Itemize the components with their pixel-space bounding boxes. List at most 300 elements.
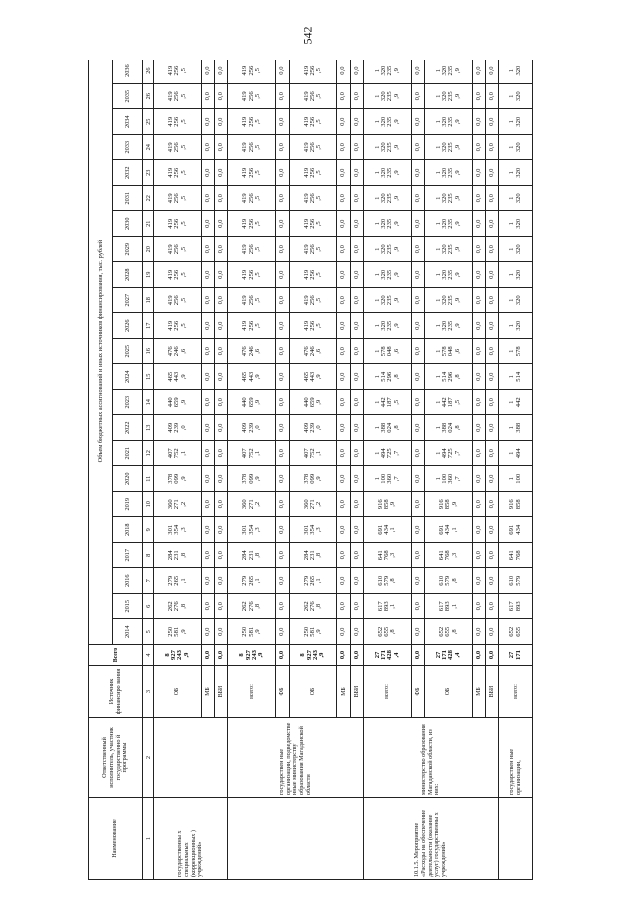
row-value: 0,0 xyxy=(201,186,214,212)
row-value: 1 320 235 ,9 xyxy=(363,109,411,135)
row-value: 419 256 ,5 xyxy=(228,288,276,314)
row-value: 279 265 ,1 xyxy=(228,568,276,594)
row-value: 465 443 ,9 xyxy=(154,364,202,390)
row-value: 419 256 ,5 xyxy=(228,160,276,186)
row-source: МБ xyxy=(337,666,350,718)
row-source: МБ xyxy=(201,666,214,718)
row-value: 0,0 xyxy=(411,109,424,135)
row-source: ОБ xyxy=(289,666,337,718)
row-value: 0,0 xyxy=(350,237,363,263)
year-header: 2019 xyxy=(113,492,143,518)
row-value: 419 256 ,5 xyxy=(228,237,276,263)
row-value: 378 099 ,9 xyxy=(289,466,337,492)
row-value: 0,0 xyxy=(201,237,214,263)
row-value: 284 231 ,8 xyxy=(228,543,276,569)
row-value: 0,0 xyxy=(215,313,228,339)
row-value: 0,0 xyxy=(276,568,289,594)
row-value: 1 320 xyxy=(499,160,533,186)
row-value: 1 388 024 ,8 xyxy=(363,415,411,441)
year-header: 2023 xyxy=(113,390,143,416)
column-number: 3 xyxy=(143,666,154,718)
row-value: 360 271 ,2 xyxy=(289,492,337,518)
row-value: 0,0 xyxy=(215,466,228,492)
row-source: ВБИ xyxy=(350,666,363,718)
row-value: 1 442 187 ,5 xyxy=(363,390,411,416)
row-value: 419 256 ,5 xyxy=(228,109,276,135)
year-header: 2026 xyxy=(113,313,143,339)
row-value: 0,0 xyxy=(411,160,424,186)
row-value: 0,0 xyxy=(276,390,289,416)
row-value: 0,0 xyxy=(350,211,363,237)
row-value: 0,0 xyxy=(337,109,350,135)
header-executor: Ответственный исполнитель, участник государственно й программы xyxy=(89,718,143,798)
row-value: 0,0 xyxy=(276,60,289,84)
column-number: 11 xyxy=(143,466,154,492)
row-value: 0,0 xyxy=(472,441,485,467)
row-value: 284 231 ,8 xyxy=(154,543,202,569)
row-value: 0,0 xyxy=(215,568,228,594)
row-value: 916 858 ,9 xyxy=(425,492,473,518)
row-value: 1 442 xyxy=(499,390,533,416)
row-value: 0,0 xyxy=(215,60,228,84)
row-value: 0,0 xyxy=(276,543,289,569)
row-value: 0,0 xyxy=(201,568,214,594)
year-header: 2033 xyxy=(113,135,143,161)
row-value: 1 320 235 ,9 xyxy=(363,237,411,263)
row-value: 0,0 xyxy=(472,262,485,288)
row-value: 0,0 xyxy=(276,186,289,212)
row-value: 617 893 ,1 xyxy=(363,594,411,620)
row-value: 0,0 xyxy=(276,466,289,492)
row-value: 0,0 xyxy=(350,160,363,186)
year-header: 2034 xyxy=(113,109,143,135)
page-number: 542 xyxy=(300,26,315,44)
row-source: всего: xyxy=(363,666,411,718)
row-value: 0,0 xyxy=(486,364,499,390)
year-header: 2022 xyxy=(113,415,143,441)
row-value: 360 271 ,2 xyxy=(154,492,202,518)
row-value: 0,0 xyxy=(201,441,214,467)
row-value: 0,0 xyxy=(337,543,350,569)
column-number: 22 xyxy=(143,186,154,212)
row-value: 1 320 xyxy=(499,84,533,110)
row-value: 0,0 xyxy=(486,211,499,237)
row-value: 1 578 048 ,6 xyxy=(425,339,473,365)
row-total: 8 927 243 ,9 xyxy=(154,645,202,666)
row-value: 0,0 xyxy=(411,466,424,492)
row-value: 0,0 xyxy=(201,619,214,645)
row-value: 641 768 xyxy=(499,543,533,569)
row-value: 0,0 xyxy=(337,517,350,543)
table-row xyxy=(363,60,411,880)
row-value: 652 655 ,8 xyxy=(425,619,473,645)
row-value: 0,0 xyxy=(350,262,363,288)
row-value: 0,0 xyxy=(472,288,485,314)
row-value: 0,0 xyxy=(350,186,363,212)
row-value: 0,0 xyxy=(411,135,424,161)
row-value: 419 256 ,5 xyxy=(154,84,202,110)
row-value: 0,0 xyxy=(276,364,289,390)
row-source: ФБ xyxy=(411,666,424,718)
row-value: 0,0 xyxy=(337,211,350,237)
year-header: 2031 xyxy=(113,186,143,212)
row-value: 0,0 xyxy=(486,135,499,161)
row-source: МБ xyxy=(472,666,485,718)
row-name: 10.1.5. Мероприятие «Расходы на обеспечение деятельности (оказание услуг) государственны х учреждений» xyxy=(363,798,499,880)
row-value: 0,0 xyxy=(350,492,363,518)
row-value: 250 581 ,9 xyxy=(228,619,276,645)
row-value: 1 320 235 ,9 xyxy=(425,160,473,186)
year-header: 2028 xyxy=(113,262,143,288)
row-value: 1 320 235 ,9 xyxy=(363,186,411,212)
row-total: 8 927 243 ,9 xyxy=(289,645,337,666)
row-value: 0,0 xyxy=(337,390,350,416)
row-value: 284 231 ,8 xyxy=(289,543,337,569)
row-value: 1 320 235 ,9 xyxy=(425,60,473,84)
row-value: 1 494 725 ,7 xyxy=(363,441,411,467)
year-header: 2035 xyxy=(113,84,143,110)
row-source: ОБ xyxy=(154,666,202,718)
row-total: 8 927 243 ,9 xyxy=(228,645,276,666)
row-value: 419 256 ,5 xyxy=(289,186,337,212)
row-value: 419 256 ,5 xyxy=(154,135,202,161)
row-value: 419 256 ,5 xyxy=(154,160,202,186)
header-total: Всего xyxy=(89,645,143,666)
row-value: 0,0 xyxy=(201,543,214,569)
row-value: 360 271 ,2 xyxy=(228,492,276,518)
row-value: 0,0 xyxy=(472,492,485,518)
row-value: 1 320 235 ,9 xyxy=(425,211,473,237)
row-value: 0,0 xyxy=(411,313,424,339)
row-value: 0,0 xyxy=(350,135,363,161)
row-value: 0,0 xyxy=(350,441,363,467)
row-value: 0,0 xyxy=(411,262,424,288)
row-value: 0,0 xyxy=(337,160,350,186)
column-number: 9 xyxy=(143,517,154,543)
row-value: 610 579 ,8 xyxy=(425,568,473,594)
row-value: 0,0 xyxy=(337,415,350,441)
row-name: государственны х специальных (коррекционных ) учреждений» xyxy=(154,798,228,880)
year-header: 2014 xyxy=(113,619,143,645)
row-value: 641 768 ,3 xyxy=(363,543,411,569)
row-value: 0,0 xyxy=(201,313,214,339)
year-header: 2021 xyxy=(113,441,143,467)
row-value: 419 256 ,5 xyxy=(289,211,337,237)
row-value: 0,0 xyxy=(337,619,350,645)
row-value: 0,0 xyxy=(215,415,228,441)
row-value: 419 256 ,5 xyxy=(228,313,276,339)
row-value: 0,0 xyxy=(472,466,485,492)
row-value: 419 256 ,5 xyxy=(289,313,337,339)
row-value: 1 514 296 ,8 xyxy=(425,364,473,390)
row-value: 0,0 xyxy=(350,109,363,135)
row-value: 0,0 xyxy=(411,84,424,110)
row-value: 0,0 xyxy=(201,60,214,84)
row-value: 1 320 xyxy=(499,313,533,339)
row-value: 1 388 024 ,8 xyxy=(425,415,473,441)
row-name xyxy=(499,798,533,880)
row-value: 0,0 xyxy=(201,84,214,110)
row-value: 1 320 235 ,9 xyxy=(363,313,411,339)
row-value: 0,0 xyxy=(215,339,228,365)
column-number: 18 xyxy=(143,288,154,314)
row-value: 0,0 xyxy=(486,186,499,212)
row-value: 0,0 xyxy=(472,160,485,186)
row-value: 0,0 xyxy=(486,288,499,314)
row-value: 419 256 ,5 xyxy=(228,135,276,161)
row-value: 0,0 xyxy=(486,543,499,569)
row-source: ВБИ xyxy=(215,666,228,718)
row-value: 440 659 ,9 xyxy=(228,390,276,416)
row-value: 1 320 235 ,9 xyxy=(363,135,411,161)
row-value: 0,0 xyxy=(350,60,363,84)
row-value: 0,0 xyxy=(337,594,350,620)
row-value: 0,0 xyxy=(472,364,485,390)
row-value: 0,0 xyxy=(472,109,485,135)
row-value: 0,0 xyxy=(350,619,363,645)
row-value: 0,0 xyxy=(201,517,214,543)
row-value: 0,0 xyxy=(350,288,363,314)
row-value: 407 752 ,1 xyxy=(289,441,337,467)
row-value: 1 578 048 ,6 xyxy=(363,339,411,365)
column-number: 4 xyxy=(143,645,154,666)
row-value: 0,0 xyxy=(215,237,228,263)
column-number: 6 xyxy=(143,594,154,620)
row-value: 0,0 xyxy=(350,466,363,492)
row-value: 610 579 xyxy=(499,568,533,594)
row-value: 1 320 235 ,9 xyxy=(425,288,473,314)
row-value: 419 256 ,5 xyxy=(289,288,337,314)
row-value: 0,0 xyxy=(201,390,214,416)
row-value: 1 442 187 ,5 xyxy=(425,390,473,416)
row-value: 1 494 xyxy=(499,441,533,467)
row-value: 0,0 xyxy=(411,237,424,263)
row-value: 0,0 xyxy=(337,186,350,212)
row-name xyxy=(228,798,364,880)
row-value: 419 256 ,5 xyxy=(228,84,276,110)
row-value: 691 434 ,1 xyxy=(363,517,411,543)
row-value: 465 443 ,9 xyxy=(228,364,276,390)
row-total: 0,0 xyxy=(472,645,485,666)
row-value: 1 320 235 ,9 xyxy=(425,84,473,110)
row-value: 476 246 ,6 xyxy=(289,339,337,365)
row-value: 1 320 235 ,9 xyxy=(425,262,473,288)
row-value: 1 320 235 ,9 xyxy=(363,211,411,237)
row-value: 0,0 xyxy=(472,135,485,161)
row-value: 691 434 ,1 xyxy=(425,517,473,543)
row-value: 419 256 ,5 xyxy=(154,109,202,135)
row-value: 0,0 xyxy=(411,492,424,518)
row-value: 301 354 ,3 xyxy=(289,517,337,543)
year-header: 2016 xyxy=(113,568,143,594)
row-value: 1 320 xyxy=(499,60,533,84)
row-value: 0,0 xyxy=(276,492,289,518)
row-value: 0,0 xyxy=(215,364,228,390)
row-value: 916 858 ,9 xyxy=(363,492,411,518)
row-value: 0,0 xyxy=(411,619,424,645)
row-value: 0,0 xyxy=(486,619,499,645)
row-value: 0,0 xyxy=(215,84,228,110)
row-value: 409 239 ,0 xyxy=(228,415,276,441)
row-value: 0,0 xyxy=(472,594,485,620)
row-value: 0,0 xyxy=(350,313,363,339)
row-value: 0,0 xyxy=(472,619,485,645)
year-header: 2030 xyxy=(113,211,143,237)
row-value: 419 256 ,5 xyxy=(228,186,276,212)
year-header: 2029 xyxy=(113,237,143,263)
row-value: 1 320 235 ,9 xyxy=(363,262,411,288)
row-executor xyxy=(154,718,228,798)
row-value: 0,0 xyxy=(201,594,214,620)
row-value: 0,0 xyxy=(276,211,289,237)
column-number: 5 xyxy=(143,619,154,645)
row-value: 1 320 235 ,9 xyxy=(363,288,411,314)
column-number: 8 xyxy=(143,543,154,569)
row-value: 0,0 xyxy=(337,568,350,594)
row-value: 419 256 ,5 xyxy=(289,237,337,263)
row-value: 0,0 xyxy=(201,262,214,288)
row-value: 0,0 xyxy=(472,60,485,84)
row-value: 0,0 xyxy=(350,390,363,416)
row-value: 262 276 ,8 xyxy=(289,594,337,620)
row-value: 0,0 xyxy=(215,441,228,467)
row-value: 0,0 xyxy=(486,160,499,186)
row-value: 0,0 xyxy=(411,415,424,441)
column-number: 19 xyxy=(143,262,154,288)
row-total: 0,0 xyxy=(215,645,228,666)
row-value: 641 768 ,3 xyxy=(425,543,473,569)
column-number: 16 xyxy=(143,339,154,365)
row-value: 0,0 xyxy=(201,135,214,161)
row-value: 0,0 xyxy=(486,517,499,543)
row-value: 0,0 xyxy=(411,288,424,314)
row-value: 0,0 xyxy=(215,160,228,186)
row-value: 301 354 ,3 xyxy=(154,517,202,543)
row-value: 1 320 xyxy=(499,186,533,212)
row-value: 1 578 xyxy=(499,339,533,365)
row-value: 0,0 xyxy=(215,543,228,569)
row-value: 419 256 ,5 xyxy=(289,60,337,84)
row-value: 419 256 ,5 xyxy=(228,262,276,288)
row-value: 1 320 xyxy=(499,109,533,135)
row-value: 0,0 xyxy=(337,466,350,492)
row-value: 440 659 ,9 xyxy=(154,390,202,416)
row-value: 0,0 xyxy=(472,186,485,212)
year-header: 2017 xyxy=(113,543,143,569)
row-total: 27 171 428 ,4 xyxy=(425,645,473,666)
row-value: 0,0 xyxy=(486,313,499,339)
row-value: 0,0 xyxy=(201,288,214,314)
row-total: 27 171 428 ,4 xyxy=(363,645,411,666)
row-executor: государствен ные организации, xyxy=(499,718,533,798)
row-total: 0,0 xyxy=(350,645,363,666)
row-value: 419 256 ,5 xyxy=(154,60,202,84)
row-value: 0,0 xyxy=(486,390,499,416)
row-value: 419 256 ,5 xyxy=(154,313,202,339)
row-value: 262 276 ,8 xyxy=(228,594,276,620)
row-value: 0,0 xyxy=(215,594,228,620)
row-value: 0,0 xyxy=(411,441,424,467)
row-value: 419 256 ,5 xyxy=(289,262,337,288)
row-value: 0,0 xyxy=(276,441,289,467)
row-value: 0,0 xyxy=(337,441,350,467)
row-value: 0,0 xyxy=(276,84,289,110)
row-total: 27 171 xyxy=(499,645,533,666)
column-number: 26 xyxy=(143,60,154,84)
column-number: 21 xyxy=(143,211,154,237)
row-value: 0,0 xyxy=(350,517,363,543)
header-name: Наименование xyxy=(89,798,143,880)
row-value: 419 256 ,5 xyxy=(289,135,337,161)
year-header: 2027 xyxy=(113,288,143,314)
row-value: 0,0 xyxy=(486,492,499,518)
row-value: 0,0 xyxy=(411,517,424,543)
row-value: 1 320 235 ,9 xyxy=(425,313,473,339)
row-value: 1 514 xyxy=(499,364,533,390)
row-value: 0,0 xyxy=(486,594,499,620)
column-number: 12 xyxy=(143,441,154,467)
row-value: 0,0 xyxy=(472,339,485,365)
row-value: 0,0 xyxy=(337,237,350,263)
row-value: 301 354 ,3 xyxy=(228,517,276,543)
row-value: 0,0 xyxy=(276,517,289,543)
year-header: 2036 xyxy=(113,60,143,84)
row-value: 0,0 xyxy=(486,237,499,263)
column-number: 25 xyxy=(143,109,154,135)
row-value: 419 256 ,5 xyxy=(289,160,337,186)
row-value: 1 320 xyxy=(499,237,533,263)
row-value: 0,0 xyxy=(337,313,350,339)
row-value: 0,0 xyxy=(486,441,499,467)
row-value: 378 099 ,9 xyxy=(154,466,202,492)
row-value: 0,0 xyxy=(411,594,424,620)
row-value: 0,0 xyxy=(411,543,424,569)
row-value: 1 388 xyxy=(499,415,533,441)
row-value: 0,0 xyxy=(472,517,485,543)
table-row xyxy=(499,60,533,880)
row-value: 0,0 xyxy=(276,313,289,339)
row-value: 0,0 xyxy=(215,517,228,543)
row-value: 1 320 xyxy=(499,211,533,237)
row-value: 0,0 xyxy=(337,60,350,84)
row-value: 279 265 ,1 xyxy=(289,568,337,594)
row-value: 262 276 ,8 xyxy=(154,594,202,620)
row-value: 0,0 xyxy=(201,211,214,237)
column-number: 13 xyxy=(143,415,154,441)
row-value: 0,0 xyxy=(337,84,350,110)
row-value: 1 320 235 ,9 xyxy=(363,160,411,186)
row-value: 1 320 235 ,9 xyxy=(363,84,411,110)
row-value: 419 256 ,5 xyxy=(289,109,337,135)
row-value: 250 581 ,9 xyxy=(289,619,337,645)
row-value: 0,0 xyxy=(215,288,228,314)
row-value: 916 858 xyxy=(499,492,533,518)
row-value: 0,0 xyxy=(350,364,363,390)
column-number: 23 xyxy=(143,160,154,186)
column-number: 1 xyxy=(143,798,154,880)
row-value: 0,0 xyxy=(276,415,289,441)
row-value: 0,0 xyxy=(215,619,228,645)
row-source: всего: xyxy=(228,666,276,718)
row-value: 407 752 ,1 xyxy=(154,441,202,467)
row-value: 0,0 xyxy=(486,568,499,594)
column-number: 14 xyxy=(143,390,154,416)
row-value: 0,0 xyxy=(472,543,485,569)
year-header: 2032 xyxy=(113,160,143,186)
table-row xyxy=(228,60,276,880)
row-value: 0,0 xyxy=(215,186,228,212)
row-value: 0,0 xyxy=(486,109,499,135)
